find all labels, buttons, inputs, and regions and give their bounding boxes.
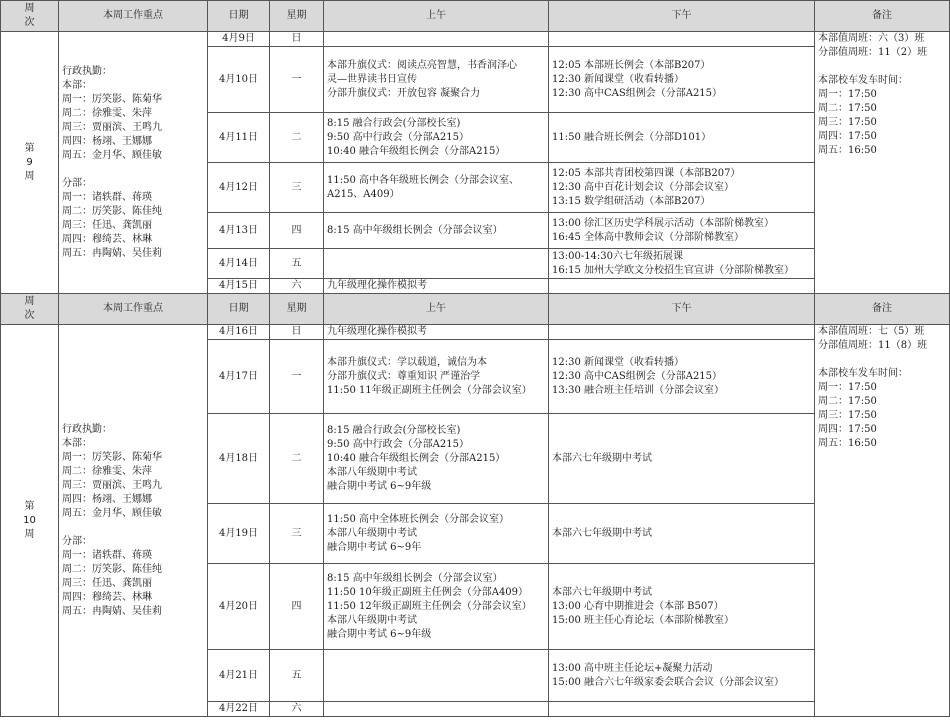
weekday-cell: 日: [270, 325, 324, 340]
afternoon-line: 本部六七年级期中考试: [552, 452, 652, 464]
date-cell: 4月10日: [208, 47, 270, 113]
morning-cell: [324, 249, 549, 279]
morning-cell: [324, 213, 549, 249]
date-cell: 4月22日: [208, 702, 270, 717]
morning-line: 分部升旗仪式：开放包容 凝聚合力: [327, 87, 481, 99]
focus-line: 分部：: [62, 535, 92, 547]
afternoon-line: 12:30 新闻课堂（收看转播）: [552, 73, 684, 85]
morning-line: 8:15 高中年级组长例会（分部会议室）: [327, 572, 503, 584]
weekday-cell: 日: [270, 32, 324, 47]
weekday-cell: 二: [270, 113, 324, 163]
header-week-line: 周: [24, 3, 35, 14]
morning-line: 本部升旗仪式：学以载道，诚信为本: [327, 356, 487, 368]
afternoon-cell: [549, 47, 815, 113]
notes-line: 分部值周班：11（2）班: [818, 47, 928, 58]
afternoon-line: 13:00-14:30六七年级拓展课: [552, 250, 684, 262]
focus-line: 本部：: [62, 79, 92, 91]
weekday-cell: 六: [270, 702, 324, 717]
notes-line: 周一：17:50: [818, 382, 877, 393]
weekday-cell: 五: [270, 249, 324, 279]
notes-line: 分部值周班：11（8）班: [818, 340, 928, 351]
week-label: [1, 32, 59, 294]
morning-cell: [324, 414, 549, 504]
header-weekday: 星期: [270, 294, 324, 325]
afternoon-line: 13:15 数学组研活动（本部B207）: [552, 195, 711, 207]
notes-line: 本部值周班：七（5）班: [818, 326, 925, 337]
notes-line: 周一：17:50: [818, 89, 877, 100]
focus-line: 周二：徐雅雯、朱萍: [62, 107, 152, 119]
header-date: 日期: [208, 294, 270, 325]
morning-cell: [324, 650, 549, 702]
date-cell: 4月16日: [208, 325, 270, 340]
morning-cell: [324, 47, 549, 113]
weekday-cell: 二: [270, 414, 324, 504]
weekday-cell: 一: [270, 47, 324, 113]
morning-cell: [324, 702, 549, 717]
focus-line: 周一：诸轶群、蒋瑛: [62, 549, 152, 561]
header-notes: 备注: [815, 294, 950, 325]
date-cell: 4月21日: [208, 650, 270, 702]
morning-line: 融合期中考试 6~9年级: [327, 628, 432, 640]
morning-cell: [324, 564, 549, 650]
date-cell: 4月14日: [208, 249, 270, 279]
header-week: [1, 1, 59, 32]
weekly-focus: [59, 32, 208, 294]
afternoon-cell: [549, 325, 815, 340]
header-week-line: 周: [24, 296, 35, 307]
morning-line: 9:50 高中行政会（分部A215）: [327, 131, 469, 143]
morning-line: 8:15 融合行政会(分部校长室): [327, 117, 461, 129]
morning-line: 10:40 融合年级组长例会（分部A215）: [327, 452, 506, 464]
notes-line: 周三：17:50: [818, 117, 877, 128]
notes-cell: [815, 325, 950, 717]
afternoon-line: 15:00 融合六七年级家委会联合会议（分部会议室）: [552, 676, 784, 688]
notes-line: 周三：17:50: [818, 410, 877, 421]
weekday-cell: 四: [270, 564, 324, 650]
week-label-part: 10: [23, 514, 36, 526]
morning-line: 9:50 高中行政会（分部A215）: [327, 438, 469, 450]
spacer: [818, 60, 946, 74]
spacer: [62, 163, 204, 177]
afternoon-line: 12:30 高中百花计划会议（分部会议室）: [552, 181, 734, 193]
morning-line: 本部八年级期中考试: [327, 466, 417, 478]
focus-line: 周五：冉陶婧、吴佳莉: [62, 605, 162, 617]
afternoon-line: 13:00 心育中期推进会（本部 B507）: [552, 600, 724, 612]
morning-line: 10:40 融合年级组长例会（分部A215）: [327, 145, 506, 157]
notes-line: 本部校车发车时间：: [818, 368, 908, 379]
focus-line: 周二：徐雅雯、朱萍: [62, 465, 152, 477]
header-focus: 本周工作重点: [59, 294, 208, 325]
focus-line: 周一：厉笑影、陈菊华: [62, 451, 162, 463]
focus-line: 周五：金月华、顾佳敏: [62, 149, 162, 161]
notes-line: 周二：17:50: [818, 103, 877, 114]
header-am: 上午: [324, 1, 549, 32]
weekday-cell: 一: [270, 340, 324, 414]
morning-cell: [324, 340, 549, 414]
afternoon-cell: [549, 279, 815, 294]
week-label: [1, 325, 59, 717]
afternoon-line: 11:50 融合班长例会（分部D101）: [552, 131, 712, 143]
notes-line: 周二：17:50: [818, 396, 877, 407]
afternoon-cell: [549, 340, 815, 414]
morning-line: 11:50 12年级正副班主任例会（分部会议室）: [327, 600, 532, 612]
morning-line: 11:50 11年级正副班主任例会（分部会议室）: [327, 384, 532, 396]
weekly-focus: [59, 325, 208, 717]
notes-line: 周四：17:50: [818, 424, 877, 435]
focus-line: 周三：任迅、龚凯丽: [62, 577, 152, 589]
week-label-part: 第: [24, 142, 35, 154]
morning-line: 11:50 高中各年级班长例会（分部会议室、: [327, 174, 519, 186]
focus-line: 周四：杨翊、王娜娜: [62, 493, 152, 505]
focus-line: 周四：穆绮芸、林琳: [62, 591, 152, 603]
header-week-line: 次: [24, 17, 35, 28]
morning-line: 灵—世界读书日宣传: [327, 73, 417, 85]
focus-line: 周三：贾丽滨、王鸣九: [62, 121, 162, 133]
morning-cell: [324, 32, 549, 47]
header-notes: 备注: [815, 1, 950, 32]
morning-line: 融合期中考试 6~9年: [327, 541, 422, 553]
focus-line: 周三：贾丽滨、王鸣九: [62, 479, 162, 491]
focus-line: 分部：: [62, 177, 92, 189]
header-date: 日期: [208, 1, 270, 32]
notes-line: 周五：16:50: [818, 145, 877, 156]
morning-line: 分部升旗仪式：尊重知识 严谨治学: [327, 370, 481, 382]
afternoon-cell: [549, 504, 815, 564]
date-cell: 4月20日: [208, 564, 270, 650]
morning-cell: [324, 113, 549, 163]
schedule-row: [1, 32, 950, 47]
focus-line: 行政执勤：: [62, 65, 112, 77]
date-cell: 4月19日: [208, 504, 270, 564]
header-row: [1, 1, 950, 32]
header-am: 上午: [324, 294, 549, 325]
afternoon-line: 13:00 徐汇区历史学科展示活动（本部阶梯教室）: [552, 217, 774, 229]
afternoon-cell: [549, 702, 815, 717]
date-cell: 4月17日: [208, 340, 270, 414]
focus-line: 周二：厉笑影、陈佳纯: [62, 563, 162, 575]
focus-line: 周二：厉笑影、陈佳纯: [62, 205, 162, 217]
afternoon-cell: [549, 249, 815, 279]
morning-line: 九年级理化操作模拟考: [327, 280, 427, 291]
week-label-part: 第: [24, 500, 35, 512]
header-pm: 下午: [549, 294, 815, 325]
morning-line: A215、A409）: [327, 188, 400, 200]
focus-line: 周五：金月华、顾佳敏: [62, 507, 162, 519]
weekday-cell: 五: [270, 650, 324, 702]
afternoon-cell: [549, 414, 815, 504]
afternoon-line: 12:30 高中CAS组例会（分部A215）: [552, 87, 723, 99]
afternoon-line: 本部六七年级期中考试: [552, 527, 652, 539]
afternoon-line: 16:15 加州大学欧文分校招生官宣讲（分部阶梯教室）: [552, 264, 794, 276]
date-cell: 4月11日: [208, 113, 270, 163]
afternoon-cell: [549, 163, 815, 213]
focus-line: 周四：杨翊、王娜娜: [62, 135, 152, 147]
morning-cell: [324, 163, 549, 213]
morning-cell: [324, 504, 549, 564]
header-focus: 本周工作重点: [59, 1, 208, 32]
date-cell: 4月13日: [208, 213, 270, 249]
afternoon-cell: [549, 650, 815, 702]
morning-cell: [324, 279, 549, 294]
weekday-cell: 三: [270, 504, 324, 564]
header-row: [1, 294, 950, 325]
header-week: [1, 294, 59, 325]
notes-line: 本部校车发车时间：: [818, 75, 908, 86]
focus-line: 周一：诸轶群、蒋瑛: [62, 191, 152, 203]
focus-line: 周一：厉笑影、陈菊华: [62, 93, 162, 105]
afternoon-line: 本部六七年级期中考试: [552, 586, 652, 598]
focus-line: 周五：冉陶婧、吴佳莉: [62, 247, 162, 259]
morning-cell: [324, 325, 549, 340]
focus-line: 本部：: [62, 437, 92, 449]
morning-line: 8:15 高中年级组长例会（分部会议室）: [327, 224, 503, 236]
notes-line: 周四：17:50: [818, 131, 877, 142]
weekday-cell: 三: [270, 163, 324, 213]
morning-line: 11:50 10年级正副班主任例会（分部A409）: [327, 586, 529, 598]
afternoon-line: 12:30 高中CAS组例会（分部A215）: [552, 370, 723, 382]
date-cell: 4月12日: [208, 163, 270, 213]
morning-line: 本部升旗仪式：阅读点亮智慧，书香润泽心: [327, 59, 517, 71]
focus-line: 周三：任迅、龚凯丽: [62, 219, 152, 231]
focus-line: 周四：穆绮芸、林琳: [62, 233, 152, 245]
schedule-row: [1, 325, 950, 340]
afternoon-line: 12:05 本部共青团校第四课（本部B207）: [552, 167, 741, 179]
week-label-part: 周: [24, 528, 35, 540]
afternoon-cell: [549, 213, 815, 249]
afternoon-cell: [549, 564, 815, 650]
afternoon-cell: [549, 32, 815, 47]
spacer: [818, 353, 946, 367]
header-pm: 下午: [549, 1, 815, 32]
weekday-cell: 六: [270, 279, 324, 294]
notes-line: 周五：16:50: [818, 438, 877, 449]
focus-line: 行政执勤：: [62, 423, 112, 435]
notes-cell: [815, 32, 950, 294]
spacer: [62, 521, 204, 535]
notes-line: 本部值周班：六（3）班: [818, 33, 925, 44]
header-weekday: 星期: [270, 1, 324, 32]
weekday-cell: 四: [270, 213, 324, 249]
morning-line: 11:50 高中全体班长例会（分部会议室）: [327, 513, 509, 525]
afternoon-line: 13:00 高中班主任论坛+凝聚力活动: [552, 662, 713, 674]
afternoon-cell: [549, 113, 815, 163]
header-week-line: 次: [24, 310, 35, 321]
week-label-part: 9: [26, 156, 33, 168]
date-cell: 4月15日: [208, 279, 270, 294]
morning-line: 融合期中考试 6~9年级: [327, 480, 432, 492]
morning-line: 九年级理化操作模拟考: [327, 326, 427, 337]
date-cell: 4月9日: [208, 32, 270, 47]
afternoon-line: 13:30 融合班主任培训（分部会议室）: [552, 384, 724, 396]
morning-line: 8:15 融合行政会(分部校长室): [327, 424, 461, 436]
morning-line: 本部八年级期中考试: [327, 527, 417, 539]
date-cell: 4月18日: [208, 414, 270, 504]
afternoon-line: 15:00 班主任心育论坛（本部阶梯教室）: [552, 614, 734, 626]
week-label-part: 周: [24, 170, 35, 182]
afternoon-line: 12:30 新闻课堂（收看转播）: [552, 356, 684, 368]
morning-line: 本部八年级期中考试: [327, 614, 417, 626]
afternoon-line: 16:45 全体高中教师会议（分部阶梯教室）: [552, 231, 744, 243]
afternoon-line: 12:05 本部班长例会（本部B207）: [552, 59, 711, 71]
